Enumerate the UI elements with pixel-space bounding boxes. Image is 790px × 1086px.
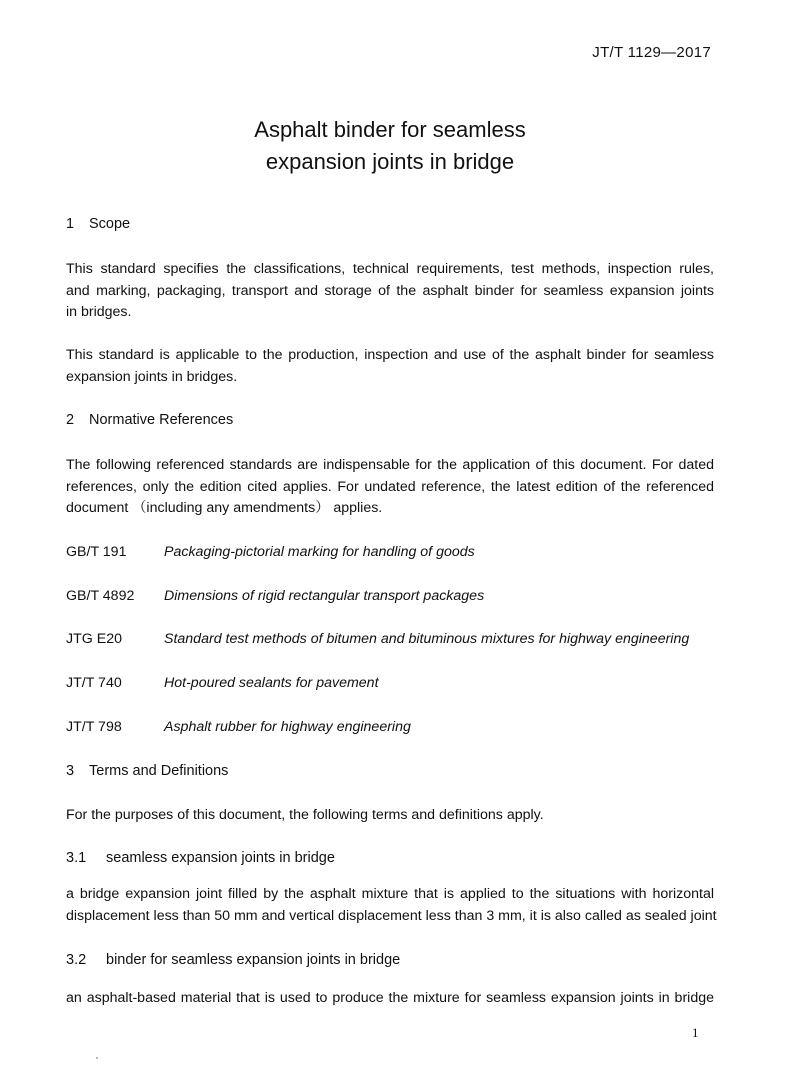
standard-code: JT/T 1129—2017 xyxy=(592,44,711,61)
term-number: 3.1 xyxy=(66,850,87,866)
section-2-heading xyxy=(66,412,233,428)
reference-code: GB/T 191 xyxy=(66,544,127,560)
paragraph-line: in bridges. xyxy=(66,304,132,320)
definition-line: a bridge expansion joint filled by the asphalt mixture that is applied to the situations with horizontal xyxy=(66,886,714,902)
section-3-heading xyxy=(66,763,228,779)
reference-item xyxy=(66,588,484,604)
section-title: Terms and Definitions xyxy=(89,763,229,779)
term-number: 3.2 xyxy=(66,952,87,968)
paragraph-line: references, only the edition cited applies. For undated reference, the latest edition of the referenced xyxy=(66,478,714,495)
scope-paragraph-2 xyxy=(66,345,714,388)
terms-intro-paragraph xyxy=(66,805,544,827)
reference-item xyxy=(66,631,689,647)
reference-code: JTG E20 xyxy=(66,631,122,647)
reference-title: Standard test methods of bitumen and bituminous mixtures for highway engineering xyxy=(164,631,690,647)
references-intro-paragraph xyxy=(66,455,714,520)
document-title xyxy=(0,114,780,178)
paragraph-line: This standard is applicable to the production, inspection and use of the asphalt binder for seamless xyxy=(66,347,714,363)
paragraph-line: expansion joints in bridges. xyxy=(66,368,238,385)
reference-item xyxy=(66,544,475,560)
page-number: 1 xyxy=(692,1025,699,1040)
scope-paragraph-1 xyxy=(66,259,714,324)
term-name: binder for seamless expansion joints in bridge xyxy=(106,952,401,968)
definition-line: an asphalt-based material that is used to produce the mixture for seamless expansion joints in bridge xyxy=(66,990,714,1006)
paragraph-line: document （including any amendments） applies. xyxy=(66,500,383,516)
reference-item xyxy=(66,719,411,735)
reference-item xyxy=(66,675,379,691)
reference-title: Packaging-pictorial marking for handling of goods xyxy=(164,544,475,560)
section-1-heading xyxy=(66,216,130,232)
paragraph-line: and marking, packaging, transport and storage of the asphalt binder for seamless expansion joints xyxy=(66,282,714,299)
section-title: Normative References xyxy=(89,412,234,428)
section-title: Scope xyxy=(89,216,131,232)
term-name: seamless expansion joints in bridge xyxy=(106,850,335,866)
term-3-1-definition xyxy=(66,884,717,927)
section-number: 3 xyxy=(66,763,75,779)
reference-title: Dimensions of rigid rectangular transport packages xyxy=(164,588,485,604)
section-number: 2 xyxy=(66,412,75,428)
term-3-2-definition xyxy=(66,988,714,1010)
paragraph-line: The following referenced standards are indispensable for the application of this document. For dated xyxy=(66,457,714,473)
reference-code: GB/T 4892 xyxy=(66,588,135,604)
term-3-1-heading xyxy=(66,850,335,866)
reference-title: Asphalt rubber for highway engineering xyxy=(164,719,411,735)
paragraph-line: This standard specifies the classifications, technical requirements, test methods, inspection rules, xyxy=(66,261,714,277)
section-number: 1 xyxy=(66,216,75,232)
title-line-1: Asphalt binder for seamless xyxy=(254,117,526,142)
reference-code: JT/T 740 xyxy=(66,675,122,691)
title-line-2: expansion joints in bridge xyxy=(265,149,515,174)
reference-code: JT/T 798 xyxy=(66,719,122,735)
scan-artifact xyxy=(96,1057,98,1059)
paragraph-line: For the purposes of this document, the following terms and definitions apply. xyxy=(66,807,544,823)
term-3-2-heading xyxy=(66,952,400,968)
definition-line: displacement less than 50 mm and vertical displacement less than 3 mm, it is also called as sealed joint xyxy=(66,907,717,924)
reference-title: Hot-poured sealants for pavement xyxy=(164,675,379,691)
